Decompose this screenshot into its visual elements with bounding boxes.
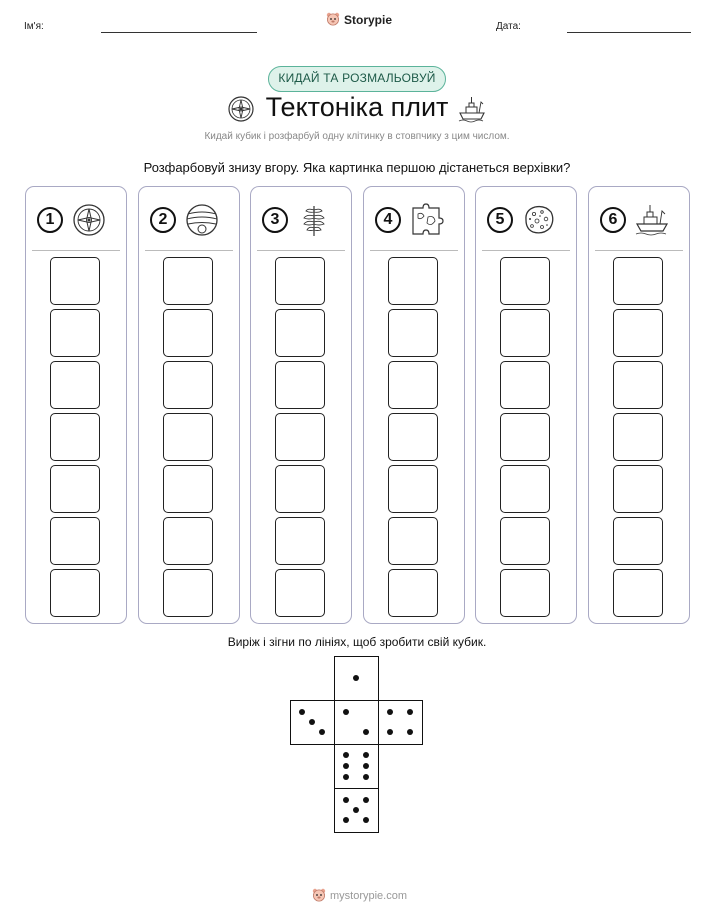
color-cell[interactable] [388, 465, 438, 513]
column-number: 3 [262, 207, 288, 233]
color-cell[interactable] [388, 257, 438, 305]
color-cell[interactable] [163, 465, 213, 513]
color-cell[interactable] [388, 413, 438, 461]
color-cell[interactable] [388, 361, 438, 409]
footer-url[interactable]: mystorypie.com [330, 889, 408, 902]
column-4 [363, 186, 465, 624]
color-cell[interactable] [275, 361, 325, 409]
puzzle-continents-icon [409, 202, 445, 238]
pip [353, 807, 359, 813]
color-cell[interactable] [388, 309, 438, 357]
ship-icon [634, 202, 670, 238]
color-cell[interactable] [275, 413, 325, 461]
color-cell[interactable] [163, 517, 213, 565]
activity-badge: КИДАЙ ТА РОЗМАЛЬОВУЙ [268, 66, 446, 92]
color-cell[interactable] [388, 569, 438, 617]
name-line [101, 32, 257, 33]
mascot-icon [326, 12, 340, 27]
pip [407, 729, 413, 735]
pip [343, 797, 349, 803]
mascot-icon [312, 888, 326, 903]
column-number: 1 [37, 207, 63, 233]
page-title: Тектоніка плит [265, 92, 449, 122]
column-number: 4 [375, 207, 401, 233]
color-cell[interactable] [613, 257, 663, 305]
column-3 [250, 186, 352, 624]
pip [363, 774, 369, 780]
column-divider [482, 250, 570, 251]
column-divider [32, 250, 120, 251]
column-5 [475, 186, 577, 624]
pip [343, 817, 349, 823]
ship-icon [457, 94, 487, 124]
die-face-3 [290, 700, 335, 745]
color-cell[interactable] [50, 413, 100, 461]
color-cell[interactable] [50, 309, 100, 357]
pip [343, 709, 349, 715]
color-cell[interactable] [163, 413, 213, 461]
column-number: 5 [487, 207, 513, 233]
column-divider [370, 250, 458, 251]
color-cell[interactable] [613, 413, 663, 461]
column-number: 2 [150, 207, 176, 233]
column-divider [595, 250, 683, 251]
color-cell[interactable] [275, 517, 325, 565]
color-cell[interactable] [500, 361, 550, 409]
die-face-1 [334, 656, 379, 701]
pip [387, 729, 393, 735]
color-cell[interactable] [388, 517, 438, 565]
column-6 [588, 186, 690, 624]
color-cell[interactable] [163, 569, 213, 617]
die-face-5 [334, 788, 379, 833]
pip [363, 817, 369, 823]
brand-name: Storypie [344, 12, 393, 27]
name-label: Ім'я: [24, 21, 44, 32]
pip [363, 729, 369, 735]
color-cell[interactable] [500, 413, 550, 461]
pip [363, 752, 369, 758]
pip [363, 763, 369, 769]
pip [343, 752, 349, 758]
color-cell[interactable] [163, 361, 213, 409]
pip [319, 729, 325, 735]
date-line [567, 32, 691, 33]
die-face-2 [334, 700, 379, 745]
column-2 [138, 186, 240, 624]
pip [353, 675, 359, 681]
pip [309, 719, 315, 725]
color-cell[interactable] [163, 257, 213, 305]
die-face-4 [378, 700, 423, 745]
color-cell[interactable] [50, 569, 100, 617]
instructions: Розфарбовуй знизу вгору. Яка картинка першою дістанеться верхівки? [143, 160, 571, 175]
pip [343, 763, 349, 769]
color-cell[interactable] [500, 257, 550, 305]
color-cell[interactable] [275, 465, 325, 513]
pip [387, 709, 393, 715]
fern-leaf-icon [296, 202, 332, 238]
column-number: 6 [600, 207, 626, 233]
pip [363, 797, 369, 803]
color-cell[interactable] [275, 569, 325, 617]
color-cell[interactable] [500, 569, 550, 617]
color-cell[interactable] [50, 517, 100, 565]
column-divider [257, 250, 345, 251]
color-cell[interactable] [275, 257, 325, 305]
footer [312, 888, 407, 903]
color-cell[interactable] [613, 465, 663, 513]
planet-layers-icon [184, 202, 220, 238]
column-divider [145, 250, 233, 251]
compass-icon [71, 202, 107, 238]
color-cell[interactable] [613, 361, 663, 409]
color-cell[interactable] [50, 465, 100, 513]
cut-instructions: Виріж і зігни по лініях, щоб зробити свій кубик. [227, 635, 487, 649]
pip [299, 709, 305, 715]
color-cell[interactable] [163, 309, 213, 357]
color-cell[interactable] [275, 309, 325, 357]
pip [343, 774, 349, 780]
color-cell[interactable] [613, 309, 663, 357]
pip [407, 709, 413, 715]
column-1 [25, 186, 127, 624]
rock-icon [521, 202, 557, 238]
date-label: Дата: [496, 21, 521, 32]
color-cell[interactable] [500, 465, 550, 513]
subtitle: Кидай кубик і розфарбуй одну клітинку в стовпчику з цим числом. [204, 131, 510, 142]
color-cell[interactable] [613, 569, 663, 617]
brand-logo [326, 12, 392, 27]
color-cell[interactable] [613, 517, 663, 565]
color-cell[interactable] [500, 309, 550, 357]
die-face-6 [334, 744, 379, 789]
color-cell[interactable] [50, 257, 100, 305]
color-cell[interactable] [50, 361, 100, 409]
color-cell[interactable] [500, 517, 550, 565]
